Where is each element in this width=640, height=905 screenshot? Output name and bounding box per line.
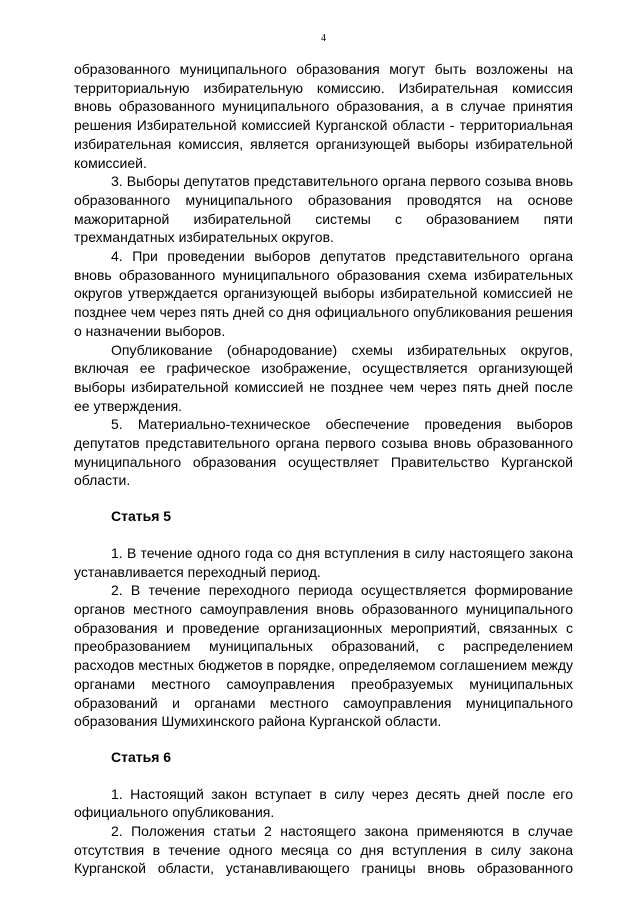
article-6-heading: Статья 6 (111, 748, 172, 765)
paragraph-item-4: 4. При проведении выборов депутатов представительного органа вновь образованного муниципального образования схема избирательных округов утверждается организующей выборы избирательной комиссией не позднее чем через пять дней со дня официального опубликования решения о назначении выборов. (74, 248, 573, 339)
paragraph-publication: Опубликование (обнародование) схемы избирательных округов, включая ее графическое изображение, осуществляется организующей выборы избирательной комиссией не позднее чем через пять дней после ее утверждения. (74, 341, 573, 414)
document-body (74, 60, 573, 878)
article-6-paragraph-1: 1. Настоящий закон вступает в силу через десять дней после его официального опубликования. (74, 785, 573, 821)
article-5-paragraph-1: 1. В течение одного года со дня вступления в силу настоящего закона устанавливается переходный период. (74, 544, 573, 580)
article-5-heading: Статья 5 (111, 508, 172, 525)
article-6-paragraph-2: 2. Положения статьи 2 настоящего закона применяются в случае отсутствия в течение одного месяца со дня вступления в силу закона Курганской области, устанавливающего границы вновь образованного (74, 823, 573, 877)
paragraph-item-5: 5. Материально-техническое обеспечение проведения выборов депутатов представительного органа первого созыва вновь образованного муниципального образования осуществляет Правительство Курганской области. (74, 416, 573, 489)
paragraph-continuation: образованного муниципального образования могут быть возложены на территориальную избирательную комиссию. Избирательная комиссия вновь образованного муниципального образования, а в случае принятия решения Избирательной комиссией Курганской области - территориальная избирательная комиссия, является организующей выборы избирательной комиссией. (74, 61, 573, 171)
page-number: 4 (321, 33, 326, 44)
article-5-paragraph-2: 2. В течение переходного периода осуществляется формирование органов местного самоуправления вновь образованного муниципального образования и проведение организационных мероприятий, связанных с преобразованием муниципальных образований, с распределением расходов местных бюджетов в порядке, определяемом соглашением между органами местного самоуправления преобразуемых муниципальных образований и органами местного самоуправления муниципального образования Шумихинского района Курганской области. (74, 582, 573, 730)
paragraph-item-3: 3. Выборы депутатов представительного органа первого созыва вновь образованного муниципального образования проводятся на основе мажоритарной избирательной системы с образованием пяти трехмандатных избирательных округов. (74, 173, 573, 246)
